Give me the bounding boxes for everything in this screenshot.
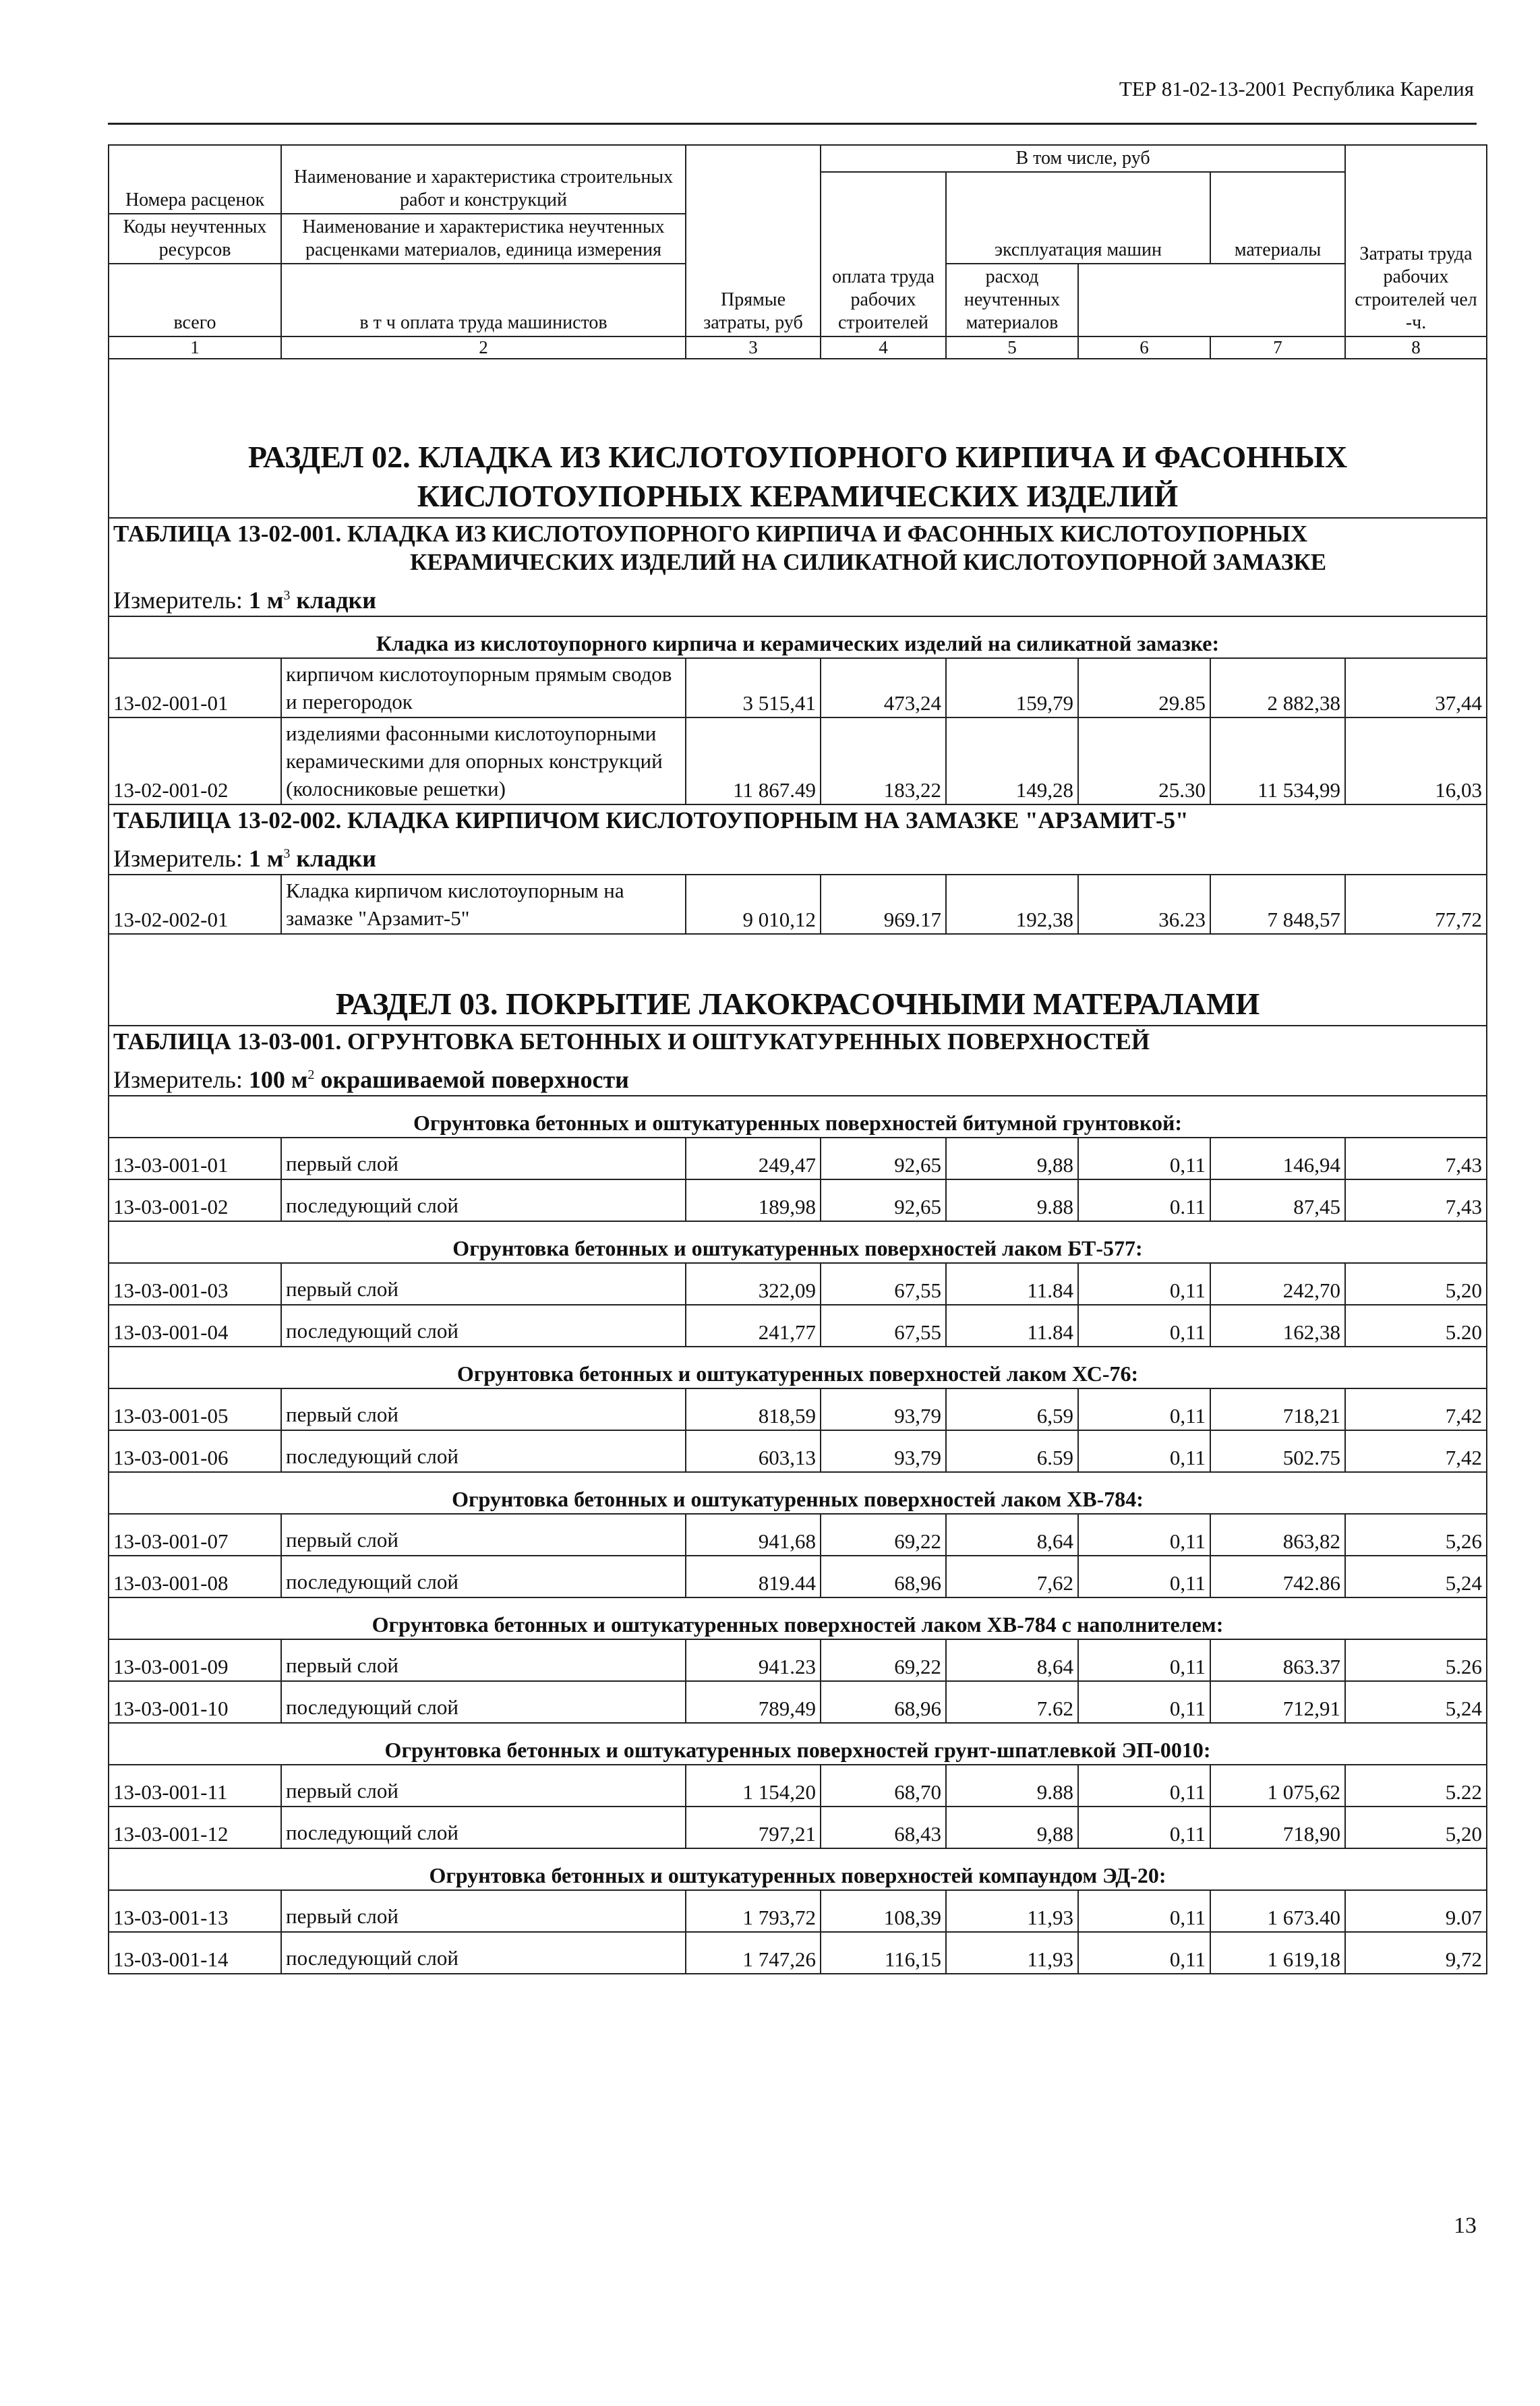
machinist-pay: 0,11	[1078, 1556, 1210, 1597]
table-13-02-002-title	[109, 804, 1487, 836]
machine-total: 11,93	[946, 1890, 1078, 1932]
header-divider	[282, 213, 685, 214]
direct-costs: 1 154,20	[686, 1765, 821, 1807]
table-title-line: КЕРАМИЧЕСКИХ ИЗДЕЛИЙ НА СИЛИКАТНОЙ КИСЛОТОУПОРНОЙ ЗАМАЗКЕ	[410, 549, 1327, 575]
materials: 7 848,57	[1210, 875, 1345, 934]
direct-costs: 603,13	[686, 1430, 821, 1472]
table-row	[109, 1263, 1487, 1305]
machine-total: 9,88	[946, 1138, 1078, 1179]
direct-costs: 9 010,12	[686, 875, 821, 934]
materials: 742.86	[1210, 1556, 1345, 1597]
materials: 162,38	[1210, 1305, 1345, 1347]
rate-code: 13-03-001-10	[109, 1681, 281, 1723]
group-title: Огрунтовка бетонных и оштукатуренных поверхностей битумной грунтовкой:	[109, 1096, 1487, 1138]
group-title: Огрунтовка бетонных и оштукатуренных поверхностей компаундом ЭД-20:	[109, 1848, 1487, 1890]
group-title: Кладка из кислотоупорного кирпича и керамических изделий на силикатной замазке:	[109, 616, 1487, 658]
machine-total: 8,64	[946, 1514, 1078, 1556]
machine-total: 11.84	[946, 1263, 1078, 1305]
header-including: В том числе, руб	[821, 145, 1345, 172]
labor-hours: 5,20	[1345, 1263, 1487, 1305]
column-number: 2	[281, 336, 686, 359]
group-title: Огрунтовка бетонных и оштукатуренных поверхностей лаком ХС-76:	[109, 1347, 1487, 1388]
header-machinist-pay: в т ч оплата труда машинистов	[281, 264, 686, 336]
labor-hours: 16,03	[1345, 717, 1487, 804]
labor-hours: 9.07	[1345, 1890, 1487, 1932]
materials: 242,70	[1210, 1263, 1345, 1305]
rate-name: первый слой	[281, 1514, 686, 1556]
worker-pay: 93,79	[821, 1430, 946, 1472]
worker-pay: 108,39	[821, 1890, 946, 1932]
direct-costs: 3 515,41	[686, 658, 821, 717]
materials: 863,82	[1210, 1514, 1345, 1556]
rate-name: первый слой	[281, 1890, 686, 1932]
materials: 712,91	[1210, 1681, 1345, 1723]
rate-name: первый слой	[281, 1138, 686, 1179]
table-row	[109, 717, 1487, 804]
table-row	[109, 1681, 1487, 1723]
machinist-pay: 0,11	[1078, 1430, 1210, 1472]
machine-total: 9,88	[946, 1807, 1078, 1848]
unit-label: окрашиваемой поверхности	[320, 1066, 629, 1093]
machinist-pay: 0,11	[1078, 1765, 1210, 1807]
machinist-pay: 29.85	[1078, 658, 1210, 717]
unit-value: 1 м	[248, 587, 284, 614]
table-row	[109, 1179, 1487, 1221]
table-title-line: ТАБЛИЦА 13-02-002. КЛАДКА КИРПИЧОМ КИСЛОТОУПОРНЫМ НА ЗАМАЗКЕ "АРЗАМИТ-5"	[113, 807, 1189, 833]
direct-costs: 241,77	[686, 1305, 821, 1347]
machine-total: 8,64	[946, 1639, 1078, 1681]
labor-hours: 7,42	[1345, 1388, 1487, 1430]
direct-costs: 11 867.49	[686, 717, 821, 804]
machinist-pay: 0,11	[1078, 1138, 1210, 1179]
column-number: 5	[946, 336, 1078, 359]
direct-costs: 797,21	[686, 1807, 821, 1848]
direct-costs: 249,47	[686, 1138, 821, 1179]
column-number: 4	[821, 336, 946, 359]
header-materials: материалы	[1210, 172, 1345, 264]
machinist-pay: 0.11	[1078, 1179, 1210, 1221]
rate-code: 13-03-001-01	[109, 1138, 281, 1179]
direct-costs: 941.23	[686, 1639, 821, 1681]
rate-name: первый слой	[281, 1388, 686, 1430]
column-number: 1	[109, 336, 281, 359]
direct-costs: 322,09	[686, 1263, 821, 1305]
header-machine-use: эксплуатация машин	[946, 172, 1210, 264]
machinist-pay: 0,11	[1078, 1388, 1210, 1430]
table-13-02-001-unit	[109, 578, 1487, 616]
rate-name: последующий слой	[281, 1932, 686, 1974]
unit-label: кладки	[296, 845, 377, 872]
direct-costs: 189,98	[686, 1179, 821, 1221]
materials: 1 673.40	[1210, 1890, 1345, 1932]
table-row	[109, 1430, 1487, 1472]
machine-total: 6,59	[946, 1388, 1078, 1430]
table-13-02-001-title	[109, 518, 1487, 578]
worker-pay: 93,79	[821, 1388, 946, 1430]
rate-name: последующий слой	[281, 1556, 686, 1597]
rate-code: 13-03-001-02	[109, 1179, 281, 1221]
labor-hours: 7,43	[1345, 1179, 1487, 1221]
worker-pay: 92,65	[821, 1179, 946, 1221]
worker-pay: 92,65	[821, 1138, 946, 1179]
table-13-03-001-unit	[109, 1057, 1487, 1096]
table-title-line: ТАБЛИЦА 13-03-001. ОГРУНТОВКА БЕТОННЫХ И ОШТУКАТУРЕННЫХ ПОВЕРХНОСТЕЙ	[113, 1028, 1150, 1055]
document-header	[108, 73, 1477, 125]
worker-pay: 67,55	[821, 1263, 946, 1305]
materials: 718,21	[1210, 1388, 1345, 1430]
header-names	[281, 145, 686, 264]
direct-costs: 941,68	[686, 1514, 821, 1556]
labor-hours: 5,24	[1345, 1556, 1487, 1597]
rate-code: 13-03-001-04	[109, 1305, 281, 1347]
section-03-title: РАЗДЕЛ 03. ПОКРЫТИЕ ЛАКОКРАСОЧНЫМИ МАТЕРАЛАМИ	[109, 934, 1487, 1026]
worker-pay: 68,43	[821, 1807, 946, 1848]
worker-pay: 68,96	[821, 1556, 946, 1597]
header-worker-pay: оплата труда рабочих строителей	[821, 172, 946, 336]
worker-pay: 116,15	[821, 1932, 946, 1974]
rate-code: 13-03-001-06	[109, 1430, 281, 1472]
document-code: ТЕР 81-02-13-2001 Республика Карелия	[1119, 77, 1474, 100]
table-row	[109, 875, 1487, 934]
labor-hours: 5.22	[1345, 1765, 1487, 1807]
header-codes	[109, 145, 281, 264]
rate-code: 13-03-001-08	[109, 1556, 281, 1597]
table-row	[109, 658, 1487, 717]
section-02-title	[109, 359, 1487, 518]
section-title-line: РАЗДЕЛ 02. КЛАДКА ИЗ КИСЛОТОУПОРНОГО КИРПИЧА И ФАСОННЫХ	[247, 440, 1348, 474]
section-title-line: КИСЛОТОУПОРНЫХ КЕРАМИЧЕСКИХ ИЗДЕЛИЙ	[417, 479, 1179, 513]
header-names-top: Наименование и характеристика строительных работ и конструкций	[293, 167, 674, 210]
rate-code: 13-02-002-01	[109, 875, 281, 934]
unit-prefix: Измеритель:	[113, 845, 243, 872]
machine-total: 7.62	[946, 1681, 1078, 1723]
machine-total: 9.88	[946, 1179, 1078, 1221]
rate-code: 13-02-001-02	[109, 717, 281, 804]
machinist-pay: 0,11	[1078, 1807, 1210, 1848]
table-title-line: ТАБЛИЦА 13-02-001. КЛАДКА ИЗ КИСЛОТОУПОРНОГО КИРПИЧА И ФАСОННЫХ КИСЛОТОУПОРНЫХ	[113, 521, 1308, 547]
rate-code: 13-03-001-07	[109, 1514, 281, 1556]
machinist-pay: 25.30	[1078, 717, 1210, 804]
header-divider	[109, 213, 280, 214]
rate-name: последующий слой	[281, 1681, 686, 1723]
rate-name: первый слой	[281, 1639, 686, 1681]
materials: 87,45	[1210, 1179, 1345, 1221]
rate-code: 13-03-001-05	[109, 1388, 281, 1430]
rate-name: Кладка кирпичом кислотоупорным на замазке "Арзамит-5"	[281, 875, 686, 934]
machine-total: 9.88	[946, 1765, 1078, 1807]
column-number: 7	[1210, 336, 1345, 359]
machine-total: 11,93	[946, 1932, 1078, 1974]
labor-hours: 5.20	[1345, 1305, 1487, 1347]
rate-code: 13-03-001-09	[109, 1639, 281, 1681]
rate-code: 13-03-001-03	[109, 1263, 281, 1305]
rate-name: кирпичом кислотоупорным прямым сводов и перегородок	[281, 658, 686, 717]
table-row	[109, 1890, 1487, 1932]
unit-label: кладки	[296, 587, 377, 614]
labor-hours: 5,26	[1345, 1514, 1487, 1556]
labor-hours: 77,72	[1345, 875, 1487, 934]
worker-pay: 183,22	[821, 717, 946, 804]
header-names-bottom: Наименование и характеристика неучтенных расценками материалов, единица измерения	[302, 216, 665, 260]
machine-total: 6.59	[946, 1430, 1078, 1472]
machine-total: 7,62	[946, 1556, 1078, 1597]
labor-hours: 9,72	[1345, 1932, 1487, 1974]
column-numbers-row	[109, 336, 1487, 359]
unit-prefix: Измеритель:	[113, 1066, 243, 1093]
unit-exponent: 3	[283, 588, 291, 603]
rate-code: 13-03-001-14	[109, 1932, 281, 1974]
unit-value: 100 м	[248, 1066, 308, 1093]
rates-table	[108, 144, 1487, 1974]
table-row	[109, 1807, 1487, 1848]
rate-code: 13-02-001-01	[109, 658, 281, 717]
group-title: Огрунтовка бетонных и оштукатуренных поверхностей грунт-шпатлевкой ЭП-0010:	[109, 1723, 1487, 1765]
materials: 146,94	[1210, 1138, 1345, 1179]
worker-pay: 969.17	[821, 875, 946, 934]
rate-name: последующий слой	[281, 1807, 686, 1848]
labor-hours: 5,20	[1345, 1807, 1487, 1848]
machinist-pay: 0,11	[1078, 1514, 1210, 1556]
group-title: Огрунтовка бетонных и оштукатуренных поверхностей лаком ХВ-784 с наполнителем:	[109, 1597, 1487, 1639]
rate-name: изделиями фасонными кислотоупорными керамическими для опорных конструкций (колосниковые решетки)	[281, 717, 686, 804]
table-row	[109, 1388, 1487, 1430]
materials: 502.75	[1210, 1430, 1345, 1472]
labor-hours: 37,44	[1345, 658, 1487, 717]
machine-total: 11.84	[946, 1305, 1078, 1347]
column-number: 8	[1345, 336, 1487, 359]
direct-costs: 1 793,72	[686, 1890, 821, 1932]
table-row	[109, 1514, 1487, 1556]
materials: 1 619,18	[1210, 1932, 1345, 1974]
rate-name: последующий слой	[281, 1179, 686, 1221]
rate-name: последующий слой	[281, 1305, 686, 1347]
header-codes-top: Номера расценок	[125, 189, 265, 210]
machinist-pay: 0,11	[1078, 1932, 1210, 1974]
machinist-pay: 36.23	[1078, 875, 1210, 934]
header-direct-costs: Прямые затраты, руб	[686, 145, 821, 336]
unit-exponent: 2	[307, 1067, 315, 1082]
rate-code: 13-03-001-13	[109, 1890, 281, 1932]
machinist-pay: 0,11	[1078, 1639, 1210, 1681]
materials: 2 882,38	[1210, 658, 1345, 717]
unit-value: 1 м	[248, 845, 284, 872]
rate-code: 13-03-001-12	[109, 1807, 281, 1848]
labor-hours: 5,24	[1345, 1681, 1487, 1723]
machine-total: 149,28	[946, 717, 1078, 804]
direct-costs: 1 747,26	[686, 1932, 821, 1974]
worker-pay: 68,96	[821, 1681, 946, 1723]
header-machine-total: всего	[109, 264, 281, 336]
rate-code: 13-03-001-11	[109, 1765, 281, 1807]
table-13-03-001-title	[109, 1026, 1487, 1057]
header-material-use: расход неучтенных материалов	[946, 264, 1078, 336]
table-row	[109, 1138, 1487, 1179]
table-row	[109, 1932, 1487, 1974]
worker-pay: 473,24	[821, 658, 946, 717]
worker-pay: 69,22	[821, 1514, 946, 1556]
column-number: 6	[1078, 336, 1210, 359]
materials: 11 534,99	[1210, 717, 1345, 804]
rate-name: первый слой	[281, 1263, 686, 1305]
machinist-pay: 0,11	[1078, 1305, 1210, 1347]
header-labor: Затраты труда рабочих строителей чел -ч.	[1345, 145, 1487, 336]
header-codes-bottom: Коды неучтенных ресурсов	[123, 216, 267, 260]
group-title: Огрунтовка бетонных и оштукатуренных поверхностей лаком ХВ-784:	[109, 1472, 1487, 1514]
column-number: 3	[686, 336, 821, 359]
table-13-02-002-unit	[109, 836, 1487, 875]
machinist-pay: 0,11	[1078, 1263, 1210, 1305]
machinist-pay: 0,11	[1078, 1681, 1210, 1723]
worker-pay: 68,70	[821, 1765, 946, 1807]
rate-name: последующий слой	[281, 1430, 686, 1472]
unit-exponent: 3	[283, 846, 291, 861]
machinist-pay: 0,11	[1078, 1890, 1210, 1932]
materials: 1 075,62	[1210, 1765, 1345, 1807]
machine-total: 192,38	[946, 875, 1078, 934]
table-row	[109, 1556, 1487, 1597]
labor-hours: 7,42	[1345, 1430, 1487, 1472]
group-title: Огрунтовка бетонных и оштукатуренных поверхностей лаком БТ-577:	[109, 1221, 1487, 1263]
labor-hours: 7,43	[1345, 1138, 1487, 1179]
page-number: 13	[1454, 2213, 1477, 2238]
machine-total: 159,79	[946, 658, 1078, 717]
direct-costs: 789,49	[686, 1681, 821, 1723]
worker-pay: 69,22	[821, 1639, 946, 1681]
worker-pay: 67,55	[821, 1305, 946, 1347]
direct-costs: 819.44	[686, 1556, 821, 1597]
unit-prefix: Измеритель:	[113, 587, 243, 614]
materials: 718,90	[1210, 1807, 1345, 1848]
table-row	[109, 1639, 1487, 1681]
materials: 863.37	[1210, 1639, 1345, 1681]
rate-name: первый слой	[281, 1765, 686, 1807]
labor-hours: 5.26	[1345, 1639, 1487, 1681]
direct-costs: 818,59	[686, 1388, 821, 1430]
table-row	[109, 1305, 1487, 1347]
table-row	[109, 1765, 1487, 1807]
